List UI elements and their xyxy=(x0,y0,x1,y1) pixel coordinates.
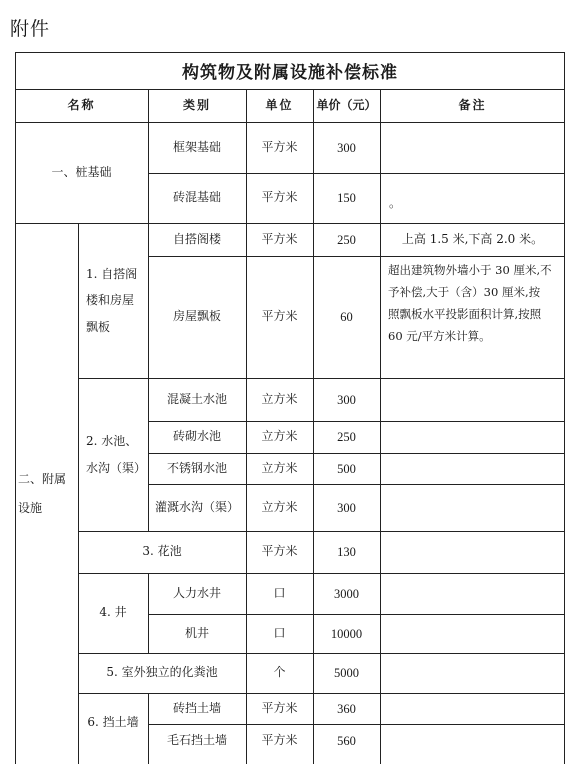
unit-cell: 平方米 xyxy=(261,544,298,559)
unit-cell: 平方米 xyxy=(261,190,298,205)
subgroup-pools-line2: 水沟（渠） xyxy=(86,460,147,475)
category-cell: 毛石挡土墙 xyxy=(166,733,227,748)
category-cell: 砖挡土墙 xyxy=(172,700,221,715)
price-cell: 560 xyxy=(337,734,356,748)
price-cell: 250 xyxy=(337,232,356,247)
unit-cell: 口 xyxy=(273,585,286,600)
remark-line: 超出建筑物外墙小于 30 厘米,不 xyxy=(388,263,552,277)
unit-cell: 立方米 xyxy=(261,391,298,406)
subgroup-wells: 4. 井 xyxy=(99,605,127,620)
remark-line: 予补偿,大于（含）30 厘米,按 xyxy=(388,284,541,299)
subgroup-flower-bed: 3. 花池 xyxy=(142,544,182,559)
group-ancillary-line2: 设施 xyxy=(18,500,43,515)
unit-cell: 平方米 xyxy=(261,309,298,324)
remark-cell: 上高 1.5 米,下高 2.0 米。 xyxy=(401,231,544,246)
unit-cell: 平方米 xyxy=(261,733,298,748)
remark-cell-overhang xyxy=(380,256,565,378)
price-cell: 60 xyxy=(340,310,353,324)
price-cell: 5000 xyxy=(334,666,359,680)
unit-cell: 个 xyxy=(273,665,286,680)
unit-cell: 平方米 xyxy=(261,700,298,715)
category-cell: 灌溉水沟（渠） xyxy=(154,499,239,514)
unit-cell: 口 xyxy=(273,625,286,640)
remark-cell: 。 xyxy=(388,196,401,211)
unit-cell: 立方米 xyxy=(261,499,298,514)
price-cell: 10000 xyxy=(330,626,363,641)
price-cell: 150 xyxy=(337,191,356,205)
category-cell: 自搭阁楼 xyxy=(172,231,221,246)
remark-line: 照飘板水平投影面积计算,按照 xyxy=(388,306,542,321)
category-cell: 框架基础 xyxy=(172,139,221,154)
category-cell: 不锈钢水池 xyxy=(166,460,227,475)
header-price: 单价（元） xyxy=(316,97,377,112)
category-cell: 混凝土水池 xyxy=(166,391,227,406)
price-cell: 130 xyxy=(337,545,356,559)
header-category: 类别 xyxy=(182,97,211,112)
table-title: 构筑物及附属设施补偿标准 xyxy=(182,63,398,83)
category-cell: 机井 xyxy=(184,625,209,640)
remark-line: 60 元/平方米计算。 xyxy=(388,328,491,343)
price-cell: 360 xyxy=(337,701,356,716)
price-cell: 300 xyxy=(337,392,356,407)
subgroup-septic-tank: 5. 室外独立的化粪池 xyxy=(106,665,218,680)
price-cell: 300 xyxy=(337,500,356,515)
category-cell: 砖砌水池 xyxy=(172,429,221,444)
header-unit: 单位 xyxy=(265,97,294,112)
unit-cell: 立方米 xyxy=(261,460,298,475)
category-cell: 人力水井 xyxy=(172,585,221,600)
subgroup-self-built xyxy=(78,223,148,378)
group-pile-foundation: 一、桩基础 xyxy=(51,164,112,179)
category-cell: 砖混基础 xyxy=(172,190,221,205)
subgroup-self-built-line2: 楼和房屋 xyxy=(86,293,135,308)
attachment-label: 附件 xyxy=(10,18,51,40)
price-cell: 3000 xyxy=(334,586,359,601)
category-cell: 房屋飘板 xyxy=(172,309,221,324)
unit-cell: 平方米 xyxy=(261,139,298,154)
subgroup-self-built-line1: 1. 自搭阁 xyxy=(86,266,138,281)
price-cell: 500 xyxy=(337,461,356,476)
subgroup-pools xyxy=(78,378,148,531)
price-cell: 250 xyxy=(337,430,356,444)
group-ancillary xyxy=(15,223,78,764)
unit-cell: 平方米 xyxy=(261,231,298,246)
subgroup-self-built-line3: 飘板 xyxy=(86,319,111,334)
unit-cell: 立方米 xyxy=(261,429,298,444)
price-cell: 300 xyxy=(337,140,356,155)
subgroup-retaining-wall: 6. 挡土墙 xyxy=(87,715,139,730)
header-name: 名称 xyxy=(67,97,96,112)
subgroup-pools-line1: 2. 水池、 xyxy=(86,434,138,449)
group-ancillary-line1: 二、附属 xyxy=(18,471,67,486)
header-remark: 备注 xyxy=(458,97,487,112)
